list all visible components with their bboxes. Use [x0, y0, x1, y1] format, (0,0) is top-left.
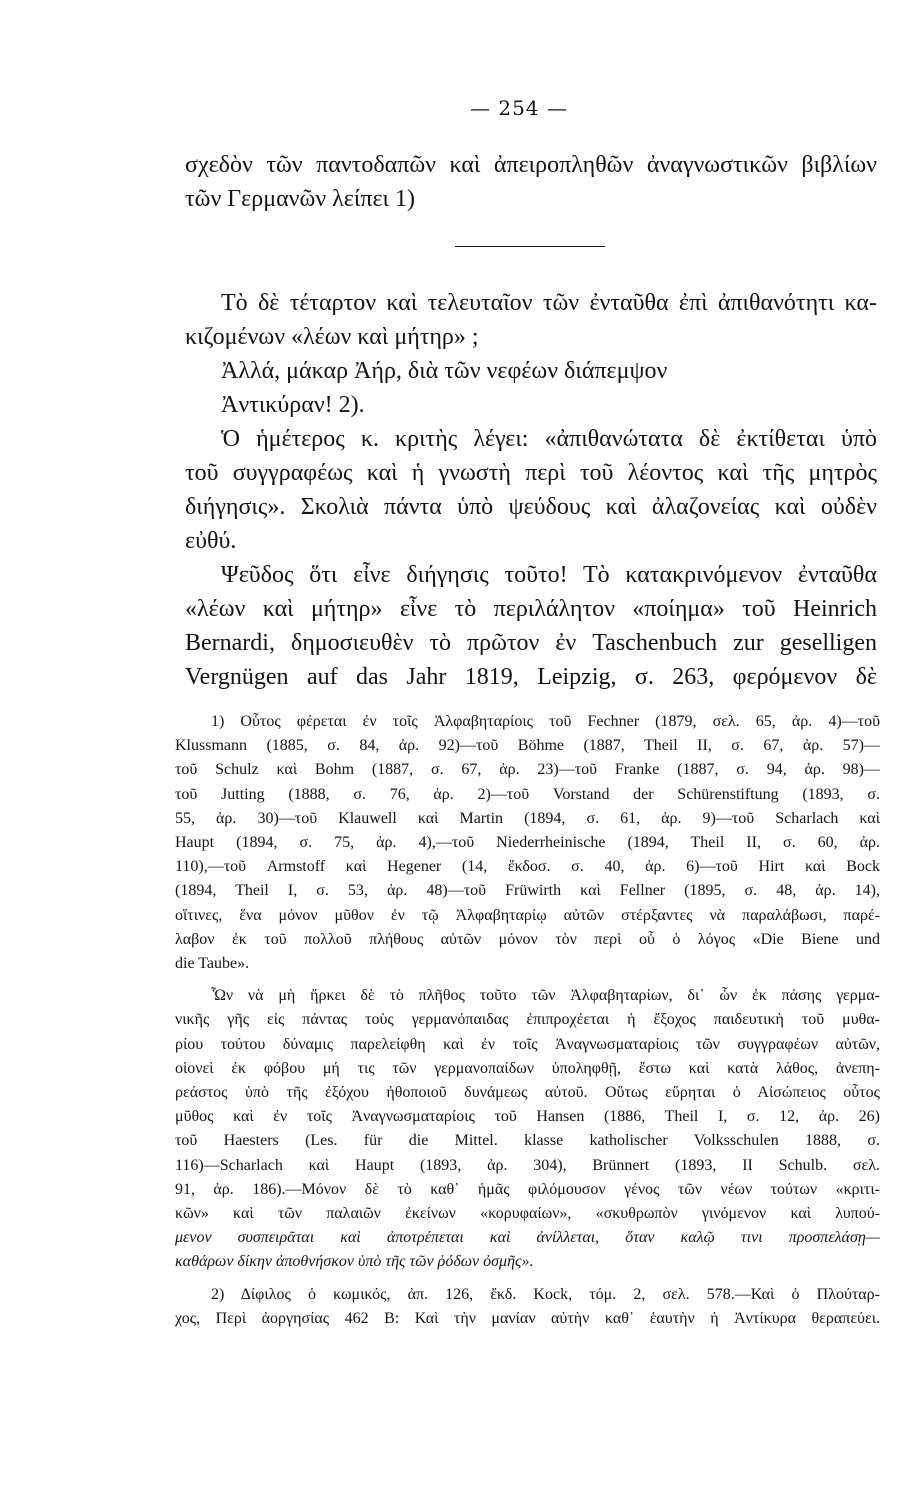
footnote-line: χος, Περὶ ἀοργησίας 462 Β: Καὶ τὴν μανίαν αὐτὴν καθ᾽ ἑαυτὴν ἡ Ἀντίκυρα θεραπεύει. [175, 1309, 880, 1327]
footnote-line: καθάρων δίκην ἀποθνήσκον ὑπὸ τῆς τῶν ῥόδων ὀσμῆς». [175, 1253, 534, 1271]
footnote-line: 91, ἀρ. 186).—Μόνον δὲ τὸ καθ᾽ ἡμᾶς φιλόμουσον γένος τῶν νέων τούτων «κριτι- [175, 1180, 880, 1198]
verse-line: Ἀντικύραν! 2). [221, 392, 365, 418]
footnote-line: τοῦ Jutting (1888, σ. 76, ἀρ. 2)—τοῦ Vorstand der Schürenstiftung (1893, σ. [175, 785, 880, 803]
text-line: Bernardi, δημοσιευθὲν τὸ πρῶτον ἐν Taschenbuch zur geselligen [185, 630, 877, 656]
footnote-line: Ὧν νὰ μὴ ἤρκει δὲ τὸ πλῆθος τοῦτο τῶν Ἀλφαβηταρίων, δι᾽ ὧν ἐκ πάσης γερμα- [211, 987, 880, 1005]
footnote-line: 1) Οὗτος φέρεται ἐν τοῖς Ἀλφαβηταρίοις τοῦ Fechner (1879, σελ. 65, ἀρ. 4)—τοῦ [211, 713, 880, 730]
footnote-line: κῶν» καὶ τῶν παλαιῶν ἐκείνων «κορυφαίων», «σκυθρωπὸν γινόμενον καὶ λυπού- [175, 1205, 880, 1223]
text-line: Vergnügen auf das Jahr 1819, Leipzig, σ. 263, φερόμενον δὲ [185, 664, 877, 690]
footnote-line: μενον συσπειρᾶται καὶ ἀποτρέπεται καὶ ἀνίλλεται, ὅταν καλῷ τινι προσπελάσῃ— [175, 1229, 880, 1247]
text-line: «λέων καὶ μήτηρ» εἶνε τὸ περιλάλητον «ποίημα» τοῦ Heinrich [185, 596, 877, 622]
footnote-line: τοῦ Haesters (Les. für die Mittel. klasse katholischer Volksschulen 1888, σ. [175, 1132, 880, 1150]
intro-paragraph [185, 148, 877, 216]
footnote-line: (1894, Theil I, σ. 53, ἀρ. 48)—τοῦ Früwirth καὶ Fellner (1895, σ. 48, ἀρ. 14), [175, 882, 880, 900]
footnote-line: νικῆς γῆς εἰς πάντας τοὺς γερμανόπαιδας ἐπιπροχέεται ἡ ἔξοχος παιδευτικὴ τοῦ μυθα- [175, 1011, 880, 1029]
footnote-line: Haupt (1894, σ. 75, ἀρ. 4),—τοῦ Niederrheinische (1894, Theil II, σ. 60, ἀρ. [175, 834, 880, 852]
text-line: τῶν Γερμανῶν λείπει 1) [185, 186, 415, 212]
footnote-line: 55, ἀρ. 30)—τοῦ Klauwell καὶ Martin (1894, σ. 61, ἀρ. 9)—τοῦ Scharlach καὶ [175, 809, 880, 827]
separator-rule [455, 246, 605, 247]
text-line: διήγησις». Σκολιὰ πάντα ὑπὸ ψεύδους καὶ ἀλαζονείας καὶ οὐδὲν [185, 494, 877, 520]
text-line: εὐθύ. [185, 528, 237, 554]
footnote-line: τοῦ Schulz καὶ Bohm (1887, σ. 67, ἀρ. 23)—τοῦ Franke (1887, σ. 94, ἀρ. 98)— [175, 761, 880, 779]
footnote-line: ρεάστος ὑπὸ τῆς ἐξόχου ἠθοποιοῦ δυνάμεως αὐτοῦ. Οὕτως εὕρηται ὁ Αἰσώπειος οὗτος [175, 1084, 880, 1102]
footnote-line: Klussmann (1885, σ. 84, ἀρ. 92)—τοῦ Böhme (1887, Theil II, σ. 67, ἀρ. 57)— [175, 737, 880, 755]
footnote-line: 2) Δίφιλος ὁ κωμικός, ἀπ. 126, ἔκδ. Kock, τόμ. 2, σελ. 578.—Καὶ ὁ Πλούταρ- [211, 1285, 880, 1303]
footnote-line: ρίου τούτου δύναμις παρελείφθη καὶ ἐν τοῖς Ἀναγνωσματαρίοις τῶν συγγραφέων αὐτῶν, [175, 1035, 880, 1053]
footnote-line: 110),—τοῦ Armstoff καὶ Hegener (14, ἔκδοσ. σ. 40, ἀρ. 6)—τοῦ Hirt καὶ Bock [175, 858, 880, 876]
footnotes [175, 710, 880, 1331]
footnote-line: μῦθος καὶ ἐν τοῖς Ἀναγνωσματαρίοις τοῦ Hansen (1886, Theil I, σ. 12, ἀρ. 26) [175, 1108, 880, 1126]
text-line: σχεδὸν τῶν παντοδαπῶν καὶ ἀπειροπληθῶν ἀναγνωστικῶν βιβλίων [185, 152, 877, 178]
footnote-line: die Taube». [175, 955, 250, 973]
verse-line: Ἀλλά, μάκαρ Ἀήρ, διὰ τῶν νεφέων διάπεμψον [221, 358, 668, 384]
footnote-line: λαβον ἐκ τοῦ πολλοῦ πλήθους αὐτῶν μόνον τὸν περὶ οὗ ὁ λόγος «Die Biene und [175, 930, 880, 948]
text-line: Ὁ ἡμέτερος κ. κριτὴς λέγει: «ἀπιθανώτατα δὲ ἐκτίθεται ὑπὸ [221, 426, 877, 452]
text-line: κιζομένων «λέων καὶ μήτηρ» ; [185, 324, 479, 350]
footnote-line: 116)—Scharlach καὶ Haupt (1893, ἀρ. 304), Brünnert (1893, II Schulb. σελ. [175, 1156, 880, 1174]
text-line: Ψεῦδος ὅτι εἶνε διήγησις τοῦτο! Τὸ κατακρινόμενον ἐνταῦθα [221, 562, 877, 588]
footnote-line: οἱονεὶ ἐκ φόβου μή τις τῶν γερμανοπαίδων ὑποληφθῇ, ἔστω καὶ κατὰ λάθος, ἀνεπη- [175, 1059, 880, 1077]
page-number: — 254 — [470, 96, 568, 120]
main-text [185, 286, 877, 694]
footnote-line: οἵτινες, ἕνα μόνον μῦθον ἐν τῷ Ἀλφαβηταρίῳ αὐτῶν στέρξαντες νὰ παραλάβωσι, παρέ- [175, 906, 880, 924]
text-line: τοῦ συγγραφέως καὶ ἡ γνωστὴ περὶ τοῦ λέοντος καὶ τῆς μητρὸς [185, 460, 877, 486]
text-line: Τὸ δὲ τέταρτον καὶ τελευταῖον τῶν ἐνταῦθα ἐπὶ ἀπιθανότητι κα- [221, 290, 877, 316]
